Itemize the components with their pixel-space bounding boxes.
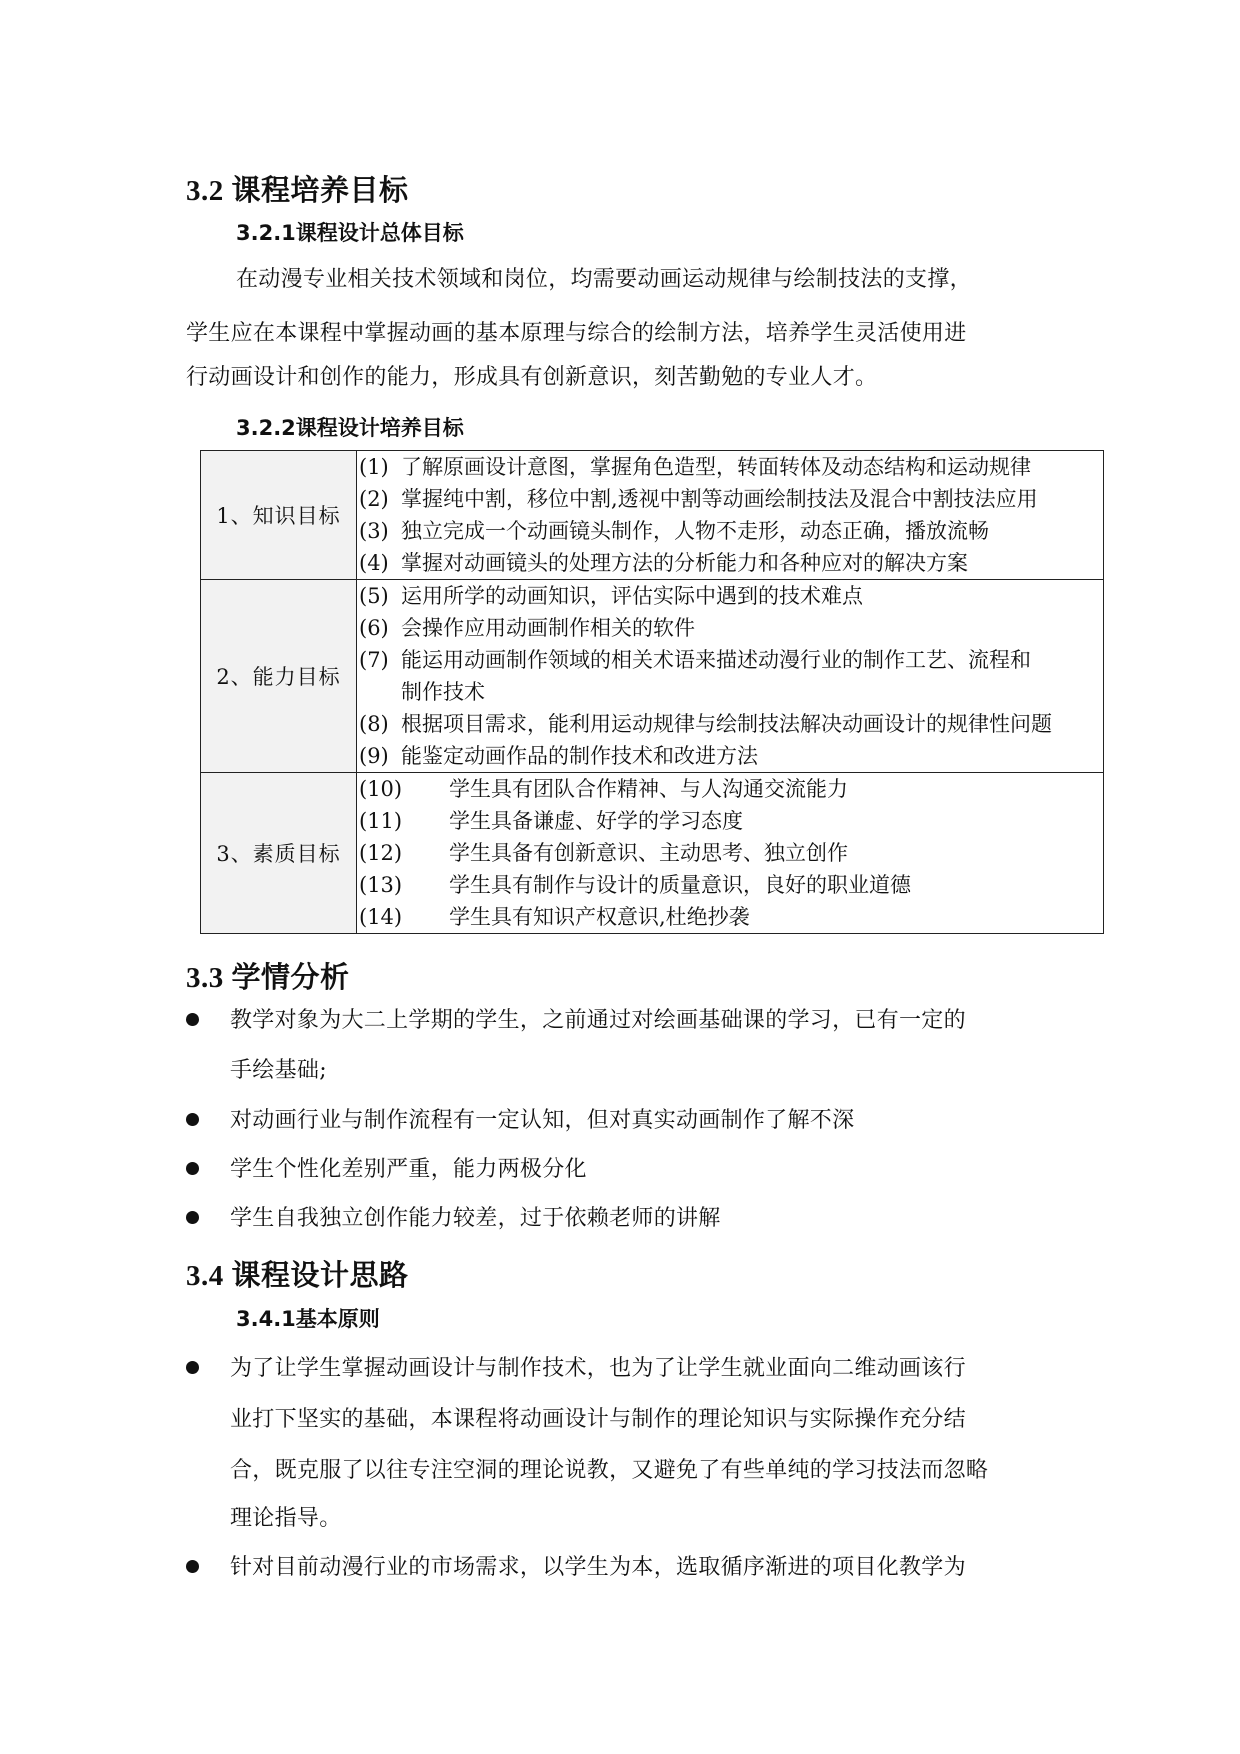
goal-item: (8) 根据项目需求，能利用运动规律与绘制技法解决动画设计的规律性问题 — [359, 712, 1052, 736]
subsection-heading-3-2-2: 3.2.2课程设计培养目标 — [236, 416, 464, 440]
bullet-icon — [186, 1162, 199, 1175]
goal-item: (9) 能鉴定动画作品的制作技术和改进方法 — [359, 744, 758, 768]
bullet-icon — [186, 1361, 199, 1374]
goal-item-continuation: 制作技术 — [401, 680, 485, 704]
items-cell — [357, 451, 1104, 580]
bullet-icon — [186, 1113, 199, 1126]
table-row — [201, 451, 1104, 580]
goal-item: (13) 学生具有制作与设计的质量意识，良好的职业道德 — [359, 873, 911, 897]
goal-item: (10) 学生具有团队合作精神、与人沟通交流能力 — [359, 777, 848, 801]
bullet-icon — [186, 1560, 199, 1573]
bullet-icon — [186, 1211, 199, 1224]
goal-item: (14) 学生具有知识产权意识,杜绝抄袭 — [359, 905, 750, 929]
paragraph-line: 学生应在本课程中掌握动画的基本原理与综合的绘制方法，培养学生灵活使用进 — [186, 321, 967, 346]
goal-item: (12) 学生具备有创新意识、主动思考、独立创作 — [359, 841, 848, 865]
goal-item: (11) 学生具备谦虚、好学的学习态度 — [359, 809, 743, 833]
bullet-icon — [186, 1013, 199, 1026]
items-cell — [357, 773, 1104, 934]
subsection-heading-3-2-1: 3.2.1课程设计总体目标 — [236, 221, 464, 245]
subsection-heading-3-4-1: 3.4.1基本原则 — [236, 1307, 380, 1331]
training-goals-table — [200, 450, 1104, 934]
category-cell-quality: 3、素质目标 — [201, 773, 357, 934]
goal-item: (5) 运用所学的动画知识，评估实际中遇到的技术难点 — [359, 584, 863, 608]
goal-item: (6) 会操作应用动画制作相关的软件 — [359, 616, 695, 640]
goal-item: (1) 了解原画设计意图，掌握角色造型，转面转体及动态结构和运动规律 — [359, 455, 1031, 479]
table-row — [201, 773, 1104, 934]
category-cell-ability: 2、能力目标 — [201, 580, 357, 773]
section-heading-3-3: 3.3 学情分析 — [186, 962, 350, 994]
goal-item: (3) 独立完成一个动画镜头制作，人物不走形，动态正确，播放流畅 — [359, 519, 989, 543]
goal-item: (2) 掌握纯中割，移位中割,透视中割等动画绘制技法及混合中割技法应用 — [359, 487, 1038, 511]
document-page: 3.2 课程培养目标 3.2.1课程设计总体目标 在动漫专业相关技术领域和岗位，均需要动画运动规律与绘制技法的支撑， 学生应在本课程中掌握动画的基本原理与综合的绘制方法，培养学生灵活使用进 行动画设计和创作的能力，形成具有创新意识，刻苦勤勉的专业人才。 3.2.2课程设计培养目标 1、知识目标 (1) 了解原画设计意图，掌握角色造型，转面转体及动态结构和运动规律 (2) 掌握纯中割，移位中割,透视中割等动画绘制技法及混合中割技法应用 (3) 独立完成一个动画镜头制作，人物不走形，动态正确，播放流畅 (4) 掌握对动画镜头的处理方法的分析能力和各种应对的解决方案 2、能力目标 (5) 运用所学的动画知识，评估实际中遇到的技术难点 (6) 会操作应用动画制作相关的软件 (7) 能运用动画制作领域的相关术语来描述动漫行业的制作工艺、流程和 制作技术 (8) 根据项目需求，能利用运动规律与绘制技法解决动画设计的规律性问题 (9) 能鉴定动画作品的制作技术和改进方法 3、素质目标 (10) 学生具有团队合作精神、与人沟通交流能力 (11) 学生具备谦虚、好学的学习态度 (12) 学生具备有创新意识、主动思考、独立创作 (13) 学生具有制作与设计的质量意识，良好的职业道德 (14) 学生具有知识产权意识,杜绝抄袭 3.3 学情分析 教学对象为大二上学期的学生，之前通过对绘画基础课的学习，已有一定的 手绘基础; 对动画行业与制作流程有一定认知，但对真实动画制作了解不深 学生个性化差别严重，能力两极分化 学生自我独立创作能力较差，过于依赖老师的讲解 3.4 课程设计思路 3.4.1基本原则 为了让学生掌握动画设计与制作技术，也为了让学生就业面向二维动画该行 业打下坚实的基础，本课程将动画设计与制作的理论知识与实际操作充分结 合，既克服了以往专注空洞的理论说教，又避免了有些单纯的学习技法而忽略 理论指导。 针对目前动漫行业的市场需求，以学生为本，选取循序渐进的项目化教学为 — [0, 0, 1240, 1754]
goal-item: (7) 能运用动画制作领域的相关术语来描述动漫行业的制作工艺、流程和 — [359, 648, 1031, 672]
category-cell-knowledge: 1、知识目标 — [201, 451, 357, 580]
items-cell — [357, 580, 1104, 773]
goal-item: (4) 掌握对动画镜头的处理方法的分析能力和各种应对的解决方案 — [359, 551, 968, 575]
table-row — [201, 580, 1104, 773]
paragraph-line: 行动画设计和创作的能力，形成具有创新意识，刻苦勤勉的专业人才。 — [186, 365, 878, 390]
section-heading-3-2: 3.2 课程培养目标 — [186, 175, 409, 207]
paragraph-line: 在动漫专业相关技术领域和岗位，均需要动画运动规律与绘制技法的支撑， — [236, 267, 972, 292]
section-heading-3-4: 3.4 课程设计思路 — [186, 1260, 409, 1292]
